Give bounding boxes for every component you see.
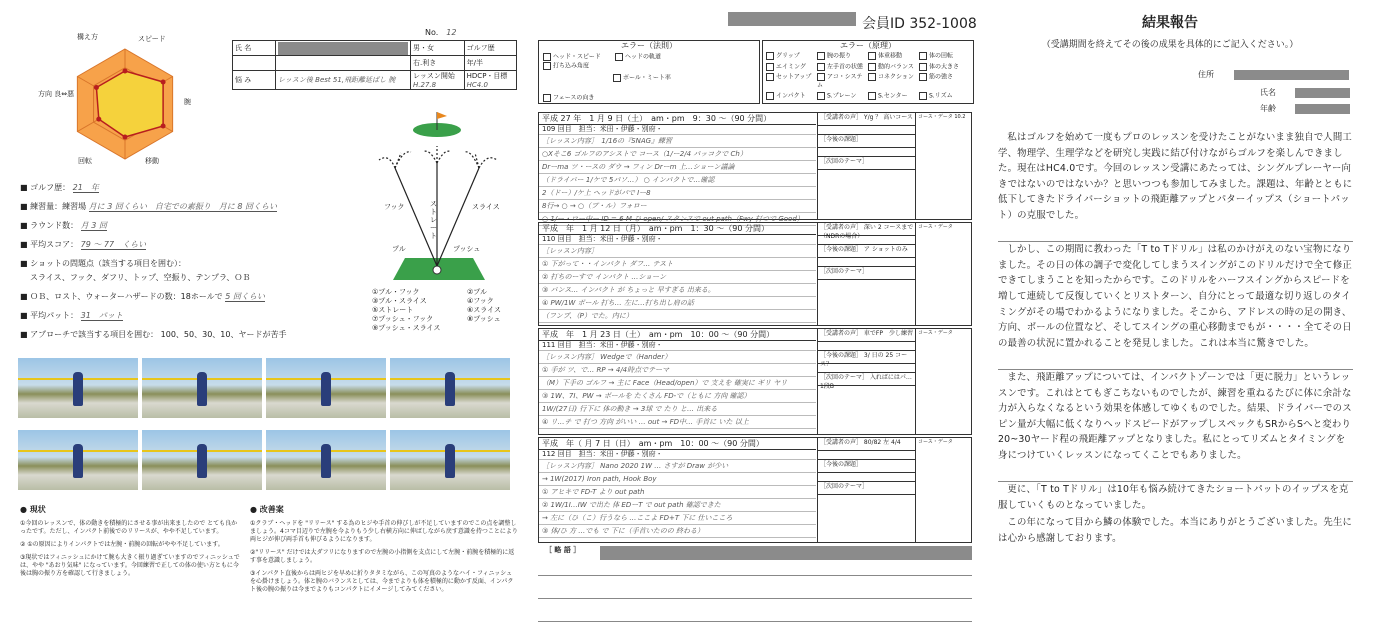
rule-2 [538, 598, 972, 599]
radar-label-move: 移動 [145, 157, 159, 165]
address-label: 住所 [1198, 70, 1214, 79]
lesson-side-field: ［今後の課題］ [818, 460, 916, 473]
lesson-note: ［レッスン内容］ 1/16の『SNAG』練習 [539, 135, 816, 148]
principle-item: エイミング [766, 63, 817, 72]
principle-item: 腕の振り [817, 52, 868, 61]
lesson-note: （ドライバー 1/ケで 5パソ…） ○ インパクトで…確認 [539, 174, 816, 187]
swing-photo-1 [18, 358, 138, 418]
lesson-note: ③ 1W、7I、PW → ボールを たくさん FD-で（ともに 方向 確認） [539, 390, 816, 403]
lesson-note: ① 下がって・・インパクト ダフ… テスト [539, 258, 816, 271]
lesson-header: 平成 27 年 1 月 9 日（土） am・pm 9：30 〜（90 分間） [539, 113, 816, 125]
radar-point [123, 135, 128, 140]
lesson-note: ④ リ…チ で 打つ 方向 がいい … out → FD中… 手首に いた 以上 [539, 416, 816, 429]
golf-years-head: ゴルフ歴 [464, 41, 516, 56]
lesson-side-field: ［今後の課題］ 3/ 日の 25 コース？ [818, 351, 916, 364]
lesson-side-field [818, 148, 916, 157]
swing-photo-3 [266, 358, 386, 418]
dominant-cell: 右.利き [411, 56, 465, 71]
lesson-side-field: ［今後の課題］ ア ショットのみ [818, 245, 916, 258]
no-label: No. 12 [425, 28, 457, 37]
course-data: コース・データ [915, 438, 971, 542]
lesson-note: ○ 1/ー・ロー中ー ID = 6 M ひ open/ スタンスで out path（Fwy 打つで Good） [539, 213, 816, 226]
lesson-side-field [818, 342, 916, 351]
lesson-side-field: ［次回のテーマ］ 入ればにはパ… 1段B [818, 373, 916, 386]
lesson-side-field [818, 364, 916, 373]
address-redacted [1234, 70, 1349, 80]
info-practice: ■ 練習量：練習場 月に 3 回くらい 自宅での素振り 月に 8 回くらい [20, 202, 278, 211]
radar-label-stance: 構え方 [77, 33, 98, 41]
lesson-side-field [818, 473, 916, 482]
age-field-redacted [1295, 104, 1350, 114]
principle-item: S.リズム [919, 92, 970, 101]
lesson-note: 8行→ ○ → ○（ブ・ル）フォロー [539, 200, 816, 213]
flight-pull: プル [392, 245, 406, 253]
info-rounds: ■ ラウンド数： 月 3 回 [20, 221, 107, 230]
member-id: 会員ID 352-1008 [862, 16, 977, 32]
member-name-redacted [728, 12, 856, 26]
lesson-note: （フンプ、（P）でた。内に） [539, 310, 816, 323]
lesson-entry [538, 437, 972, 543]
swing-photo-4 [390, 358, 510, 418]
report-paragraph-4: 更に、「T to Tドリル」は10年も悩み続けてきたショートパットのイップスを克服していくものとなっていました。 [998, 484, 1349, 511]
principle-item: コネクション [868, 73, 919, 90]
lesson-note: ○Xそこ6 ゴルフのアシストで コース（1/ー2/4 パッコクで Ch） [539, 148, 816, 161]
principle-item: 体重移動 [868, 52, 919, 61]
report-subtitle: （受講期間を終えてその後の成果を具体的にご記入ください。） [1041, 40, 1299, 50]
radar-label-rotation: 回転 [78, 157, 92, 165]
lesson-side-field: ［次回のテーマ］ [818, 482, 916, 495]
student-info-table [232, 40, 517, 90]
info-shot-list: スライス、フック、ダフリ、トップ、空振り、テンプラ、ＯＢ [30, 273, 251, 282]
lesson-note: 2（ドー）/ケ上 ヘッドがパで Iー8 [539, 187, 816, 200]
report-paragraph-2: しかし、この期間に教わった「T to Tドリル」は私のかけがえのない宝物になりました。その日の体の調子で変化してしまうスイングがこのドリルだけで全て修正できてしまうことを知ったからです。このドリルをハーフスイングからスピードを増して連続して反復していくとリストターン、自分にとって最適な切り返しのタイミングがその場でわかるようになりました。そこから、アドレスの時の足の開き、方向、ボールの位置など、そしてスイングの重心移動までもが・・・・全てその日の最善の状況に置かれることを発見しました。これは本当に驚きでした。 [998, 244, 1352, 349]
lesson-side-field: ［受講者の声］ 80/82 左 4/4 [818, 438, 916, 451]
lesson-entry [538, 112, 972, 223]
lesson-entry [538, 328, 972, 435]
lesson-note: （M）下手の ゴルフ → 主に Face（Head/open）で 支えを 確実に ギリ ヤリ [539, 377, 816, 390]
name-field-redacted [1295, 88, 1350, 98]
result-report [990, 0, 1380, 640]
flight-hook: フック [384, 203, 405, 211]
swing-photo-2 [142, 358, 262, 418]
principle-item: S.プレーン [817, 92, 868, 101]
lesson-note: 1W/(27日) 行下に 体の動き → 3球 で たり と… 出来る [539, 403, 816, 416]
lesson-note: ［レッスン内容］ [539, 245, 816, 258]
lesson-header: 平成 年 1 月 12 日（月） am・pm 1：30 〜（90 分間） [539, 223, 816, 235]
flight-slice: スライス [472, 203, 500, 211]
lesson-side-field: ［次回のテーマ］ [818, 267, 916, 280]
swing-photo-7 [266, 430, 386, 490]
lesson-note: ［レッスン内容］ Nano 2020 1W … さすが Draw が少い [539, 460, 816, 473]
age-field-label: 年齢 [1260, 104, 1276, 113]
report-body [998, 130, 1353, 548]
name-redacted [278, 42, 408, 55]
lesson-header: 平成 年（ 月 7 日（日） am・pm 10：00 〜（90 分間） [539, 438, 816, 450]
principle-item: 動的バランス [868, 63, 919, 72]
radar-point [123, 69, 128, 74]
name-label: 氏 名 [233, 41, 276, 56]
report-title: 結果報告 [1142, 15, 1198, 31]
principle-item: セットアップ [766, 73, 817, 90]
since-cell: レッスン開始 H.27.8 [411, 71, 465, 90]
info-golf-years: ■ ゴルフ歴： 21 年 [20, 183, 99, 192]
plan-notes: ①クラブ・ヘッドを "リリース" する為のヒジや手首の伸びしが不足していますのでこの点を調整しましょう。4コマ目辺りで左腕を今よりもう少し右横方向に伸ばしながら戻す意識を持つことにより両ヒジが伸び両手首も伸びるようになります。 ②"リリース" だけでは大ダフリになりますので左腕の小指側を支点にして左腕・前腕を積極的に返す事を意識しましょう。 ③インパクト直後からは両ヒジを早めに折りタタミながら、この写真のようなハイ・フィニッシュを心掛けましょう。体と腕のバランスとしては、今までよりも体を積極的に動かす反面、インパクト後の腕の振りは今までよりもコンパクトにイメージしてみてください。 [250, 520, 518, 593]
lesson-side-field [818, 451, 916, 460]
lesson-note: → 1W(2017) Iron path, Hook Boy [539, 473, 816, 486]
radar-label-speed: スピード [138, 35, 166, 43]
principle-item: S.センター [868, 92, 919, 101]
lesson-note: ③ バンス… インパクト が ちょっと 早すぎる 出来る。 [539, 284, 816, 297]
principle-item: 筋の強さ [919, 73, 970, 90]
gender-cell: 男・女 [411, 41, 465, 56]
swing-photo-8 [390, 430, 510, 490]
info-ob: ■ ＯＢ、ロスト、ウォーターハザードの数：18ホールで 5 回くらい [20, 292, 265, 301]
worry-text: レッスン後 Best 51,飛距離延ばし 腕 [276, 71, 411, 90]
info-list [20, 183, 355, 349]
plan-title: ● 改善案 [250, 505, 284, 514]
radar-point [96, 117, 101, 122]
hdcp-cell: HDCP・目標 HC4.0 [464, 71, 516, 90]
lesson-note: Drーma ツ・ースの ダウ → フィン Drーm 上…ショーン議論 [539, 161, 816, 174]
years-cell: 年/半 [464, 56, 516, 71]
radar-point [94, 85, 99, 90]
principle-item: アコ・システム [817, 73, 863, 89]
rule-3 [538, 621, 972, 622]
report-paragraph-5: この年になって目から鱗の体験でした。本当にありがとうございました。先生には心から感謝しております。 [998, 517, 1353, 544]
principle-item: 左手首の状態 [817, 63, 868, 72]
lesson-side-field: ［受講者の声］ 車でFP 少し練習 [818, 329, 916, 342]
lesson-sheet-left [0, 0, 525, 640]
lesson-side-field [818, 258, 916, 267]
radar-point [161, 80, 166, 85]
radar-label-arm: 腕 [184, 98, 191, 106]
abbreviation-redacted [600, 546, 972, 560]
course-data: コース・データ [915, 329, 971, 434]
lesson-note: ② 打ちのーすで インパクト …ショーン [539, 271, 816, 284]
lesson-note: ② 1W/1I…IW で出た 体 EDーT で out path 確認できた [539, 499, 816, 512]
lesson-note: ① 手が ツ、で… RP → 4/4時点でテーマ [539, 364, 816, 377]
principle-item: グリップ [766, 52, 817, 61]
principle-item: 体の回転 [919, 52, 970, 61]
course-data: コース・データ [915, 223, 971, 325]
lesson-side-field [818, 126, 916, 135]
flight-straight: ストレート [430, 200, 437, 240]
lesson-side-field: ［今後の課題］ [818, 135, 916, 148]
lesson-note: ［レッスン内容］ Wedgeで（Hander） [539, 351, 816, 364]
flight-legend: ①プル・フック ②プル ③プル・スライス ④フック ⑤ストレート ⑥スライス ⑦プッシュ・フック ⑧プッシュ ⑨プッシュ・スライス [372, 288, 501, 332]
radar-label-direction: 方向 良⇔悪 [38, 90, 75, 98]
lesson-number: 110 回目 担当：米田・伊藤・別府・ [539, 235, 816, 245]
lesson-number: 111 回目 担当：米田・伊藤・別府・ [539, 341, 816, 351]
lesson-side-field: ［受講者の声］ Y/g ？ 高いコース [818, 113, 916, 126]
lesson-entry [538, 222, 972, 326]
principle-item: 体の大きさ [919, 63, 970, 72]
flight-push: プッシュ [453, 245, 481, 253]
principle-item: インパクト [766, 92, 817, 101]
course-data: コース・データ 10.2 [915, 113, 971, 219]
info-avg-score: ■ 平均スコア： 79 〜 77 くらい [20, 240, 147, 249]
lesson-note: → 左に（ひ（こ）行うなら …ここよ FD+T 下に 仕いこころ [539, 512, 816, 525]
report-paragraph-1: 私はゴルフを始めて一度もプロのレッスンを受けたことがないまま独自で人間工学、物理学、生理学などを研究し実践に結び付けながらゴルフを楽しんできました。現在はHC4.0です。今回のレッスン受講にあたっては、シングルプレーヤー向きではないのではないか？と思いつつも参加してみました。課題は、年齢とともに低下してきたドライバーショットの飛距離アップとパターイップス（ショートパット）の克服でした。 [998, 132, 1353, 221]
swing-photo-grid [18, 358, 513, 496]
lesson-header: 平成 年 1 月 23 日（土） am・pm 10：00 〜（90 分間） [539, 329, 816, 341]
ball-flight-diagram [365, 108, 515, 283]
lesson-number: 109 回目 担当：米田・伊藤・別府・ [539, 125, 816, 135]
lesson-side-field: ［受講者の声］ 深い 2 コースまで（NDRの場合） [818, 223, 916, 236]
swing-photo-6 [142, 430, 262, 490]
report-paragraph-3: また、飛距離アップについては、インパクトゾーンでは「更に脱力」というレッスンです。これはとてもぎこちないものでしたが、練習を重ねるたびに体に余計な力が入らなくなるという効果を体感してゆくものでした。結果、ドライバーでのスピン量が大幅に低くなりヘッドスピードがアップしスペックもSRからSへと変わり20~30ヤード程の飛距離アップとなりました。私にとってリズムとタイミングを身につけていくレッスンになってくことでもありました。 [998, 371, 1352, 461]
name-field-label: 氏名 [1260, 88, 1276, 97]
info-approach: ■ アプローチで該当する項目を囲む： 100、50、30、10、ヤードが苦手 [20, 330, 287, 339]
lesson-log [530, 0, 985, 640]
lesson-note: ④ PW/1W ボール 打ち… 左に…打ち出し肩の話 [539, 297, 816, 310]
info-shot-problems: ■ ショットの問題点（該当する項目を囲む）： [20, 259, 186, 268]
lesson-note: ③ 体/ひ 方 …でも で 下に（手首いたのの 終わる） [539, 525, 816, 538]
lesson-note: ① アヒキで FD-T より out path [539, 486, 816, 499]
swing-photo-5 [18, 430, 138, 490]
radar-point [161, 124, 166, 129]
current-title: ● 現状 [20, 505, 46, 514]
lesson-number: 112 回目 担当：米田・伊藤・別府・ [539, 450, 816, 460]
worry-label: 悩 み [233, 71, 276, 90]
lesson-side-field: ［次回のテーマ］ [818, 157, 916, 170]
error-law-box: エラー（法則） ヘッド・スピード ヘッドの軌道 打ち込み角度 ボール・ミート率 フェースの向き [538, 40, 760, 104]
current-notes: ①今回のレッスンで、体の動きを積極的にさせる事が出来ましたので とても良かったです。ただし、インパクト前後でのリリースが、やや不足しています。 ② ①の原因によりインパクトでは左腕・前腕の回転がやや不足しています。 ③現状ではフィニッシュにかけて腕も大きく振り過ぎていますのでフィニッシュでは、やや "あおり気味" になっています。今回練習で正しての体の使い方ともに今後は胸の振り方を確認して行きましょう。 [20, 520, 240, 577]
rule-1 [538, 575, 972, 576]
info-putts: ■ 平均パット： 31 パット [20, 311, 123, 320]
abbreviation-label: ［ 略 語 ］ [545, 546, 581, 554]
error-principle-box: エラー（原理） グリップ 腕の振り 体重移動 体の回転 エイミング 左手首の状態 動的バランス 体の大きさ セットアップ アコ・システム コネクション 筋の強さ インパクト S.プレーン S.センター S.リズム [762, 40, 974, 104]
